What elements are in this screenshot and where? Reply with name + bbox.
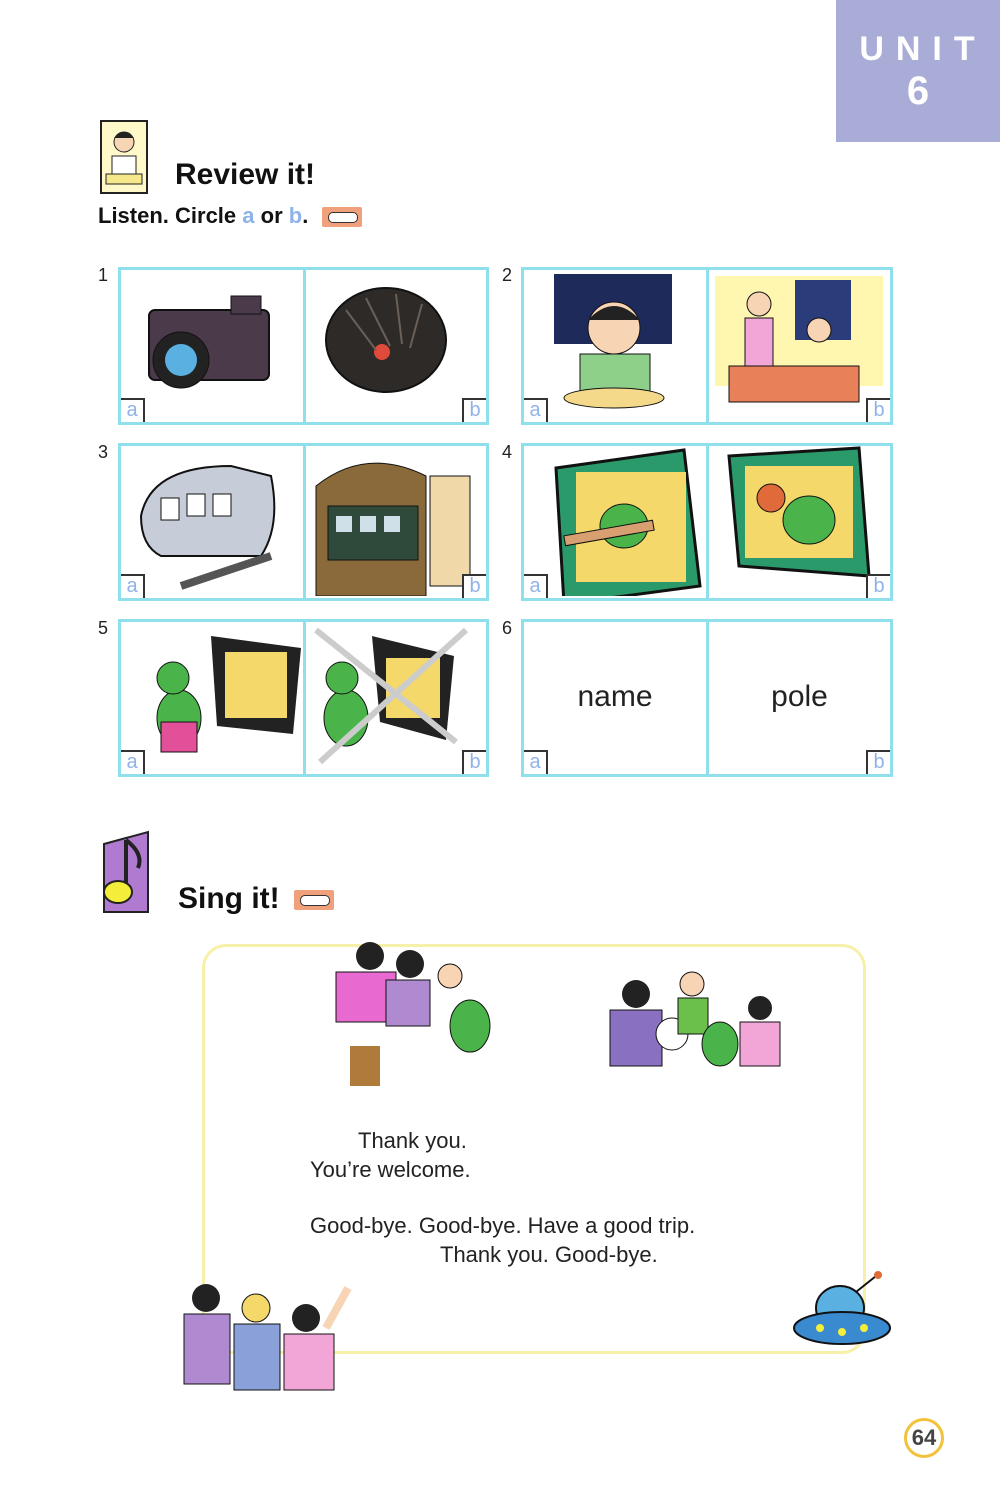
option-b-letter: b <box>288 203 303 228</box>
monorail-train-icon <box>121 446 303 596</box>
boy-eating-dinner-icon <box>524 270 706 420</box>
item-number-4: 4 <box>502 442 513 462</box>
instruction-text: Listen. Circle <box>98 203 243 228</box>
frog-with-ball-icon <box>709 446 889 596</box>
review-title: Review it! <box>175 158 316 191</box>
item-3-pair <box>118 443 489 601</box>
lyric-line-3: Good-bye. Good-bye. Have a good trip. <box>310 1213 696 1238</box>
or-text: or <box>254 203 289 228</box>
lyric-line-4: Thank you. Good-bye. <box>440 1242 658 1267</box>
music-note-icon <box>100 830 152 921</box>
camera-icon <box>121 270 303 420</box>
item-5-option-a[interactable] <box>121 622 306 774</box>
item-2-option-b[interactable] <box>709 270 890 422</box>
option-a-label: a <box>121 398 145 422</box>
cassette-icon <box>322 207 362 227</box>
ufo-icon <box>790 1270 900 1365</box>
item-5-pair <box>118 619 489 777</box>
option-b-label: b <box>462 398 486 422</box>
unit-label: UNIT <box>859 30 987 68</box>
girl-waving-at-bedtime-icon <box>709 270 889 420</box>
item-number-5: 5 <box>98 618 109 638</box>
frog-with-bat-icon <box>524 446 706 596</box>
option-a-label: a <box>121 574 145 598</box>
option-a-letter: a <box>242 203 255 228</box>
option-b-label: b <box>866 574 890 598</box>
alien-tv-crossed-out-icon <box>306 622 486 772</box>
review-instruction <box>98 203 362 229</box>
item-5-option-b[interactable] <box>306 622 486 774</box>
unit-tab <box>836 0 1000 142</box>
option-a-label: a <box>524 750 548 774</box>
item-number-2: 2 <box>502 265 513 285</box>
subway-train-icon <box>306 446 486 596</box>
word-pole: pole <box>771 680 828 713</box>
sing-title <box>178 882 334 916</box>
alien-watching-tv-icon <box>121 622 303 772</box>
item-number-6: 6 <box>502 618 513 638</box>
kids-with-alien-illustration <box>330 936 500 1101</box>
item-1-option-b[interactable] <box>306 270 486 422</box>
unit-number: 6 <box>906 69 930 113</box>
cassette-icon <box>294 890 334 910</box>
kids-with-ball-illustration <box>600 964 790 1099</box>
option-a-label: a <box>121 750 145 774</box>
item-6-option-a[interactable] <box>524 622 709 774</box>
item-4-option-b[interactable] <box>709 446 890 598</box>
option-b-label: b <box>462 574 486 598</box>
word-name: name <box>577 680 653 713</box>
page-number: 64 <box>904 1418 944 1458</box>
period-text: . <box>302 203 309 228</box>
option-a-label: a <box>524 398 548 422</box>
option-a-label: a <box>524 574 548 598</box>
option-b-label: b <box>462 750 486 774</box>
baseball-glove-icon <box>306 270 486 420</box>
lyric-line-2: You’re welcome. <box>310 1157 471 1182</box>
item-number-3: 3 <box>98 442 109 462</box>
lyric-line-1: Thank you. <box>358 1128 467 1153</box>
item-4-option-a[interactable] <box>524 446 709 598</box>
item-1-option-a[interactable] <box>121 270 306 422</box>
waving-kids-illustration <box>176 1268 376 1403</box>
boy-writing-icon <box>100 120 148 194</box>
sing-title-text: Sing it! <box>178 882 280 915</box>
item-number-1: 1 <box>98 265 109 285</box>
item-6-option-b[interactable] <box>709 622 890 774</box>
option-b-label: b <box>866 750 890 774</box>
item-1-pair <box>118 267 489 425</box>
item-3-option-a[interactable] <box>121 446 306 598</box>
item-6-pair <box>521 619 893 777</box>
item-3-option-b[interactable] <box>306 446 486 598</box>
item-2-option-a[interactable] <box>524 270 709 422</box>
item-2-pair <box>521 267 893 425</box>
option-b-label: b <box>866 398 890 422</box>
item-4-pair <box>521 443 893 601</box>
